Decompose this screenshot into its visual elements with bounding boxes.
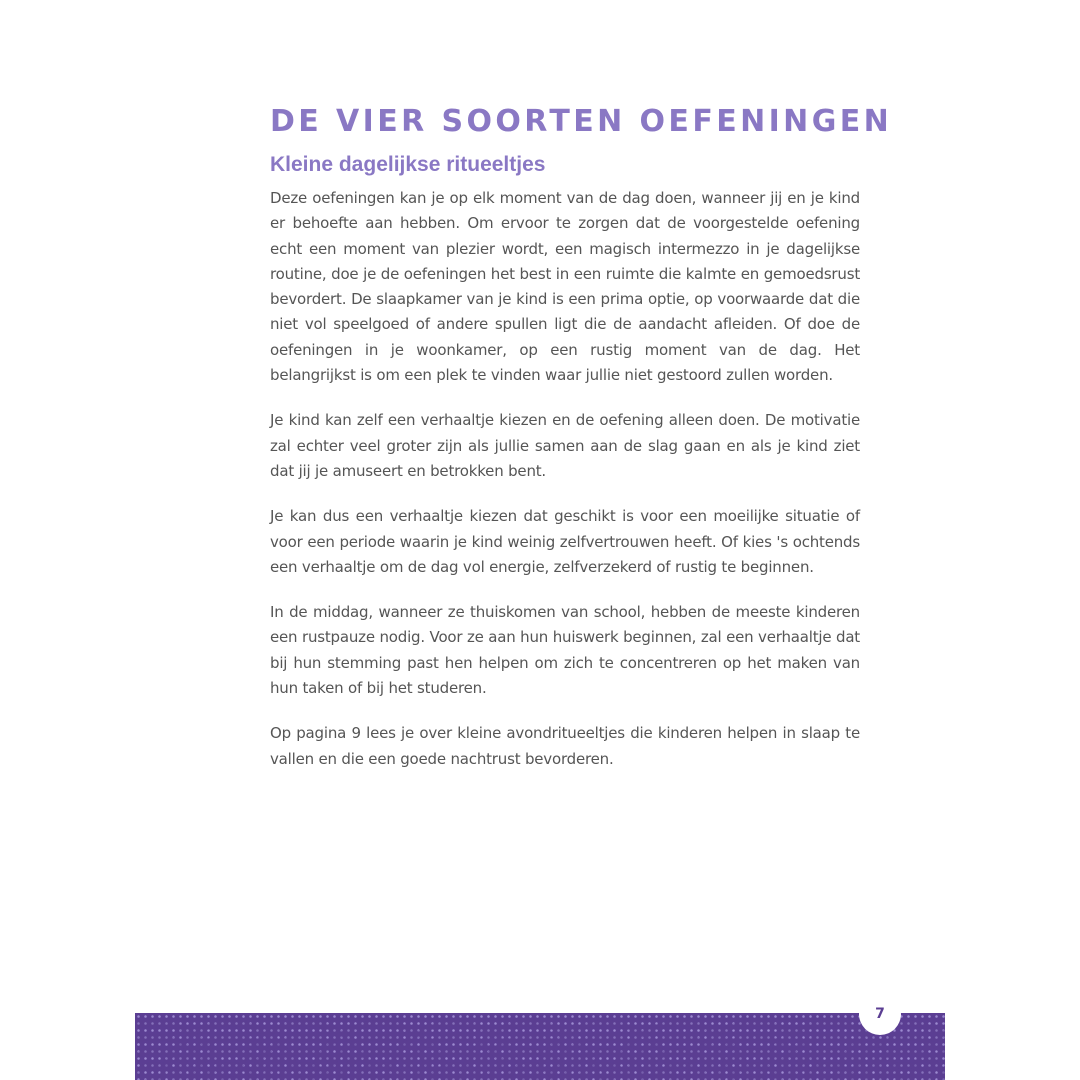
page-number: 7 bbox=[859, 993, 901, 1035]
dotted-wave-pattern bbox=[135, 1013, 945, 1080]
footer-band bbox=[135, 1013, 945, 1080]
page-content bbox=[270, 100, 893, 792]
paragraph-1: Deze oefeningen kan je op elk moment van de dag doen, wanneer jij en je kind er behoefte aan hebben. Om ervoor te zorgen dat de voorgestelde oefening echt een moment van plezier wordt, een magisch intermezzo in je dagelijkse routine, doe je de oefeningen het best in een ruimte die kalmte en gemoedsrust bevordert. De slaapkamer van je kind is een prima optie, op voorwaarde dat die niet vol speelgoed of andere spullen ligt die de aandacht afleiden. Of doe de oefeningen in je woonkamer, op een rustig moment van de dag. Het belangrijkst is om een plek te vinden waar jullie niet gestoord zullen worden. bbox=[270, 189, 860, 385]
paragraph-3: Je kan dus een verhaaltje kiezen dat geschikt is voor een moeilijke situatie of voor een periode waarin je kind weinig zelfvertrouwen heeft. Of kies 's ochtends een verhaaltje om de dag vol energie, zelfverzekerd of rustig te beginnen. bbox=[270, 507, 860, 576]
paragraph-5: Op pagina 9 lees je over kleine avondritueeltjes die kinderen helpen in slaap te vallen en die een goede nachtrust bevorderen. bbox=[270, 724, 860, 768]
paragraph-4: In de middag, wanneer ze thuiskomen van school, hebben de meeste kinderen een rustpauze nodig. Voor ze aan hun huiswerk beginnen, zal een verhaaltje dat bij hun stemming past hen helpen om zich te concentreren op het maken van hun taken of bij het studeren. bbox=[270, 603, 860, 698]
section-subheading: Kleine dagelijkse ritueeltjes bbox=[270, 153, 546, 176]
paragraph-2: Je kind kan zelf een verhaaltje kiezen en de oefening alleen doen. De motivatie zal echter veel groter zijn als jullie samen aan de slag gaan en als je kind ziet dat jij je amuseert en betrokken bent. bbox=[270, 411, 860, 480]
page-heading: DE VIER SOORTEN OEFENINGEN bbox=[270, 104, 893, 139]
